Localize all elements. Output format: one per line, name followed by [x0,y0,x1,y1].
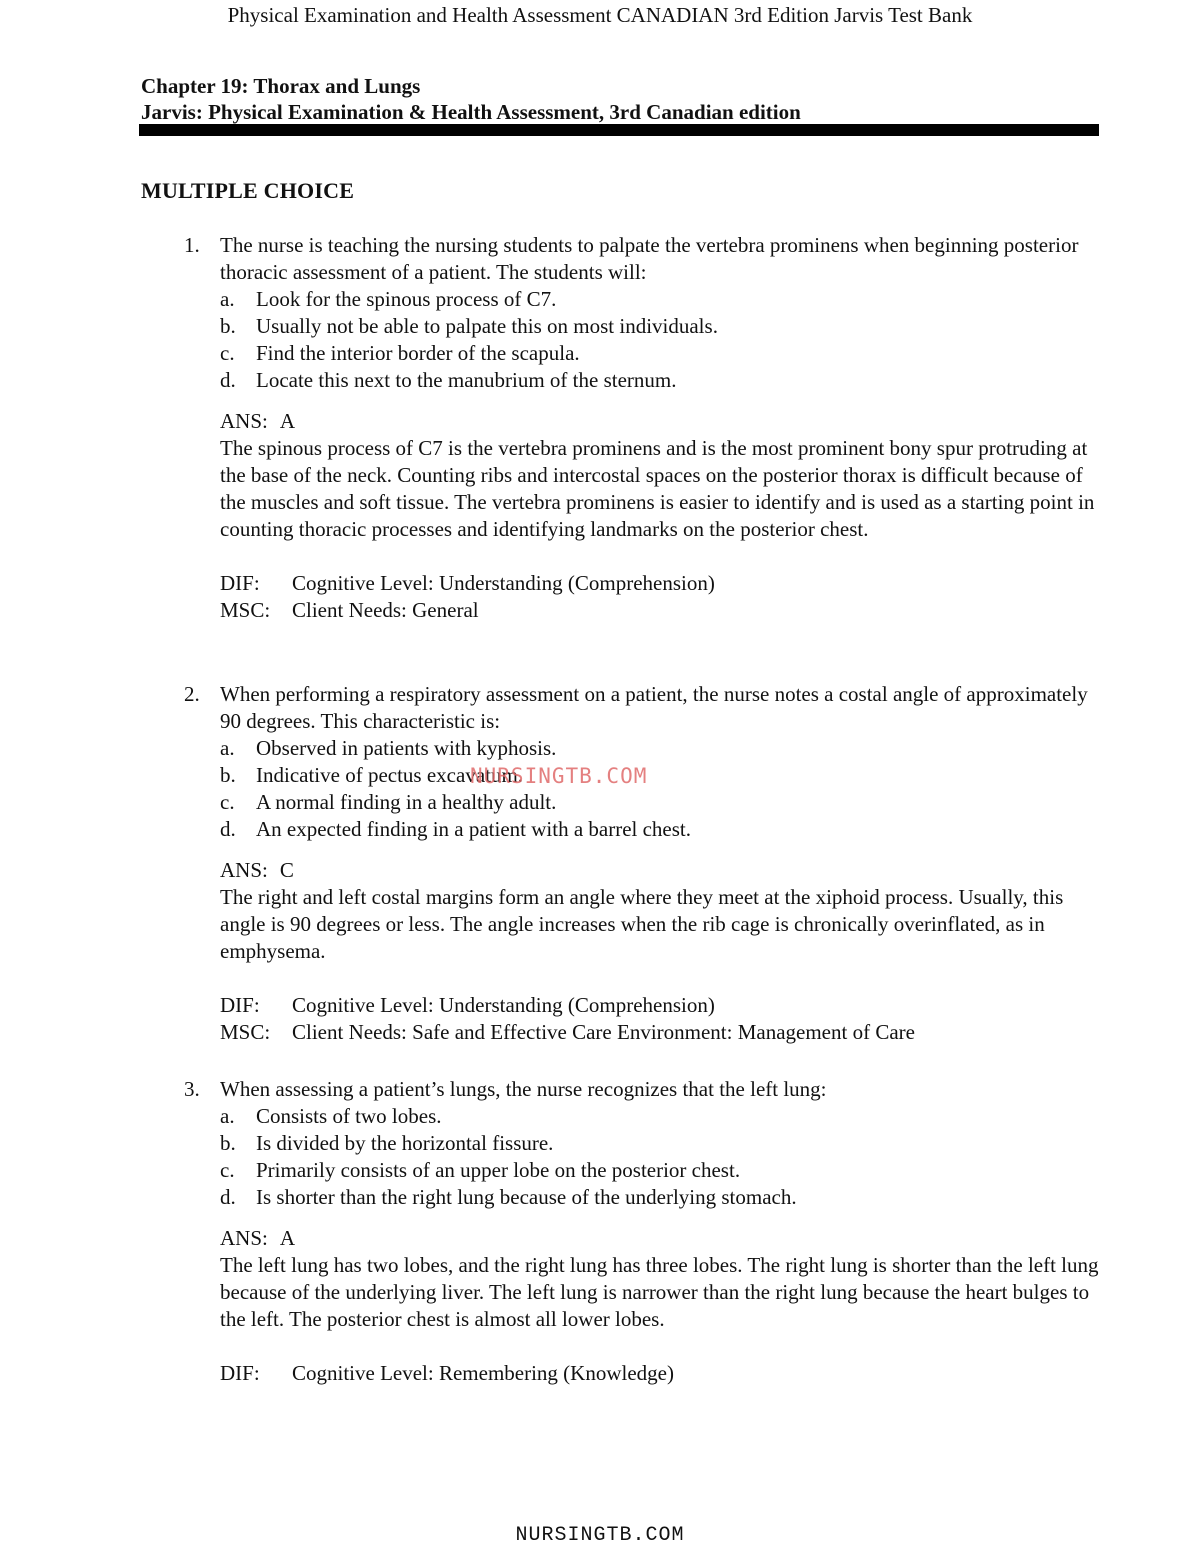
option-letter: a. [220,287,235,311]
question-stem: The nurse is teaching the nursing students to palpate the vertebra prominens when beginning posterior thoracic assessment of a patient. The students will: [220,233,1079,284]
option-text: Consists of two lobes. [256,1104,442,1128]
option-c [220,1157,1100,1184]
option-d [220,367,1100,394]
difficulty-value: Cognitive Level: Remembering (Knowledge) [292,1361,674,1385]
option-text: Locate this next to the manubrium of the sternum. [256,368,677,392]
option-text: Is shorter than the right lung because of the underlying stomach. [256,1185,797,1209]
client-needs-value: Client Needs: General [292,598,479,622]
difficulty-value: Cognitive Level: Understanding (Comprehension) [292,571,715,595]
answer-label: ANS: [220,1226,268,1250]
option-text: A normal finding in a healthy adult. [256,790,557,814]
heading-rule [139,124,1099,136]
answer-value: A [279,1226,296,1250]
option-letter: c. [220,790,235,814]
chapter-subtitle: Jarvis: Physical Examination & Health Assessment, 3rd Canadian edition [141,100,801,124]
answer-label: ANS: [220,409,268,433]
question-3 [184,1076,1100,1387]
option-letter: b. [220,314,236,338]
difficulty-row [220,1360,1100,1387]
option-d [220,1184,1100,1211]
client-needs-label: MSC: [220,598,271,622]
question-number: 2. [184,682,200,706]
option-text: Observed in patients with kyphosis. [256,736,557,760]
option-text: Usually not be able to palpate this on most individuals. [256,314,718,338]
client-needs-row [220,1019,1100,1046]
option-d [220,816,1100,843]
option-b [220,313,1100,340]
option-letter: d. [220,368,236,392]
client-needs-row [220,597,1100,624]
answer-value: A [279,409,296,433]
client-needs-label: MSC: [220,1020,271,1044]
question-2 [184,681,1100,1046]
question-meta [220,570,1100,624]
question-stem: When assessing a patient’s lungs, the nurse recognizes that the left lung: [220,1077,827,1101]
option-letter: d. [220,817,236,841]
answer-label: ANS: [220,858,268,882]
option-text: Look for the spinous process of C7. [256,287,557,311]
client-needs-value: Client Needs: Safe and Effective Care Environment: Management of Care [292,1020,915,1044]
rationale: The left lung has two lobes, and the right lung has three lobes. The right lung is shorter than the left lung because of the underlying liver. The left lung is narrower than the right lung because the heart bulges to the left. The posterior chest is almost all lower lobes. [220,1253,1099,1331]
chapter-title: Chapter 19: Thorax and Lungs [141,74,421,98]
question-stem: When performing a respiratory assessment on a patient, the nurse notes a costal angle of approximately 90 degrees. This characteristic is: [220,682,1088,733]
question-meta [220,992,1100,1046]
difficulty-row [220,992,1100,1019]
difficulty-row [220,570,1100,597]
option-letter: b. [220,1131,236,1155]
option-letter: b. [220,763,236,787]
option-letter: d. [220,1185,236,1209]
question-number: 3. [184,1077,200,1101]
option-text: Indicative of pectus excavatum. [256,763,524,787]
option-c [220,789,1100,816]
answer-line [220,857,1100,884]
option-a [220,286,1100,313]
option-letter: c. [220,1158,235,1182]
difficulty-label: DIF: [220,993,260,1017]
option-c [220,340,1100,367]
option-text: Find the interior border of the scapula. [256,341,580,365]
question-meta [220,1360,1100,1387]
watermark: NURSINGTB.COM [470,764,648,788]
rationale: The spinous process of C7 is the vertebra prominens and is the most prominent bony spur protruding at the base of the neck. Counting ribs and intercostal spaces on the posterior thorax is difficult because of the muscles and soft tissue. The vertebra prominens is easier to identify and is used as a starting point in counting thoracic processes and identifying landmarks on the posterior chest. [220,436,1095,541]
option-letter: a. [220,1104,235,1128]
answer-line [220,1225,1100,1252]
option-a [220,735,1100,762]
difficulty-label: DIF: [220,1361,260,1385]
answer-line [220,408,1100,435]
page-footer: NURSINGTB.COM [515,1524,685,1547]
option-b [220,1130,1100,1157]
answer-value: C [279,858,294,882]
difficulty-value: Cognitive Level: Understanding (Comprehension) [292,993,715,1017]
option-letter: c. [220,341,235,365]
chapter-heading [141,73,1101,125]
option-text: Primarily consists of an upper lobe on the posterior chest. [256,1158,741,1182]
difficulty-label: DIF: [220,571,260,595]
page-header: Physical Examination and Health Assessment CANADIAN 3rd Edition Jarvis Test Bank [227,3,973,27]
section-title: MULTIPLE CHOICE [141,178,355,203]
question-number: 1. [184,233,200,257]
rationale: The right and left costal margins form an angle where they meet at the xiphoid process. Usually, this angle is 90 degrees or less. The angle increases when the rib cage is chronically overinflated, as in emphysema. [220,885,1064,963]
option-b [220,762,1100,789]
option-text: An expected finding in a patient with a barrel chest. [256,817,692,841]
option-letter: a. [220,736,235,760]
option-text: Is divided by the horizontal fissure. [256,1131,554,1155]
question-1 [184,232,1100,624]
option-a [220,1103,1100,1130]
